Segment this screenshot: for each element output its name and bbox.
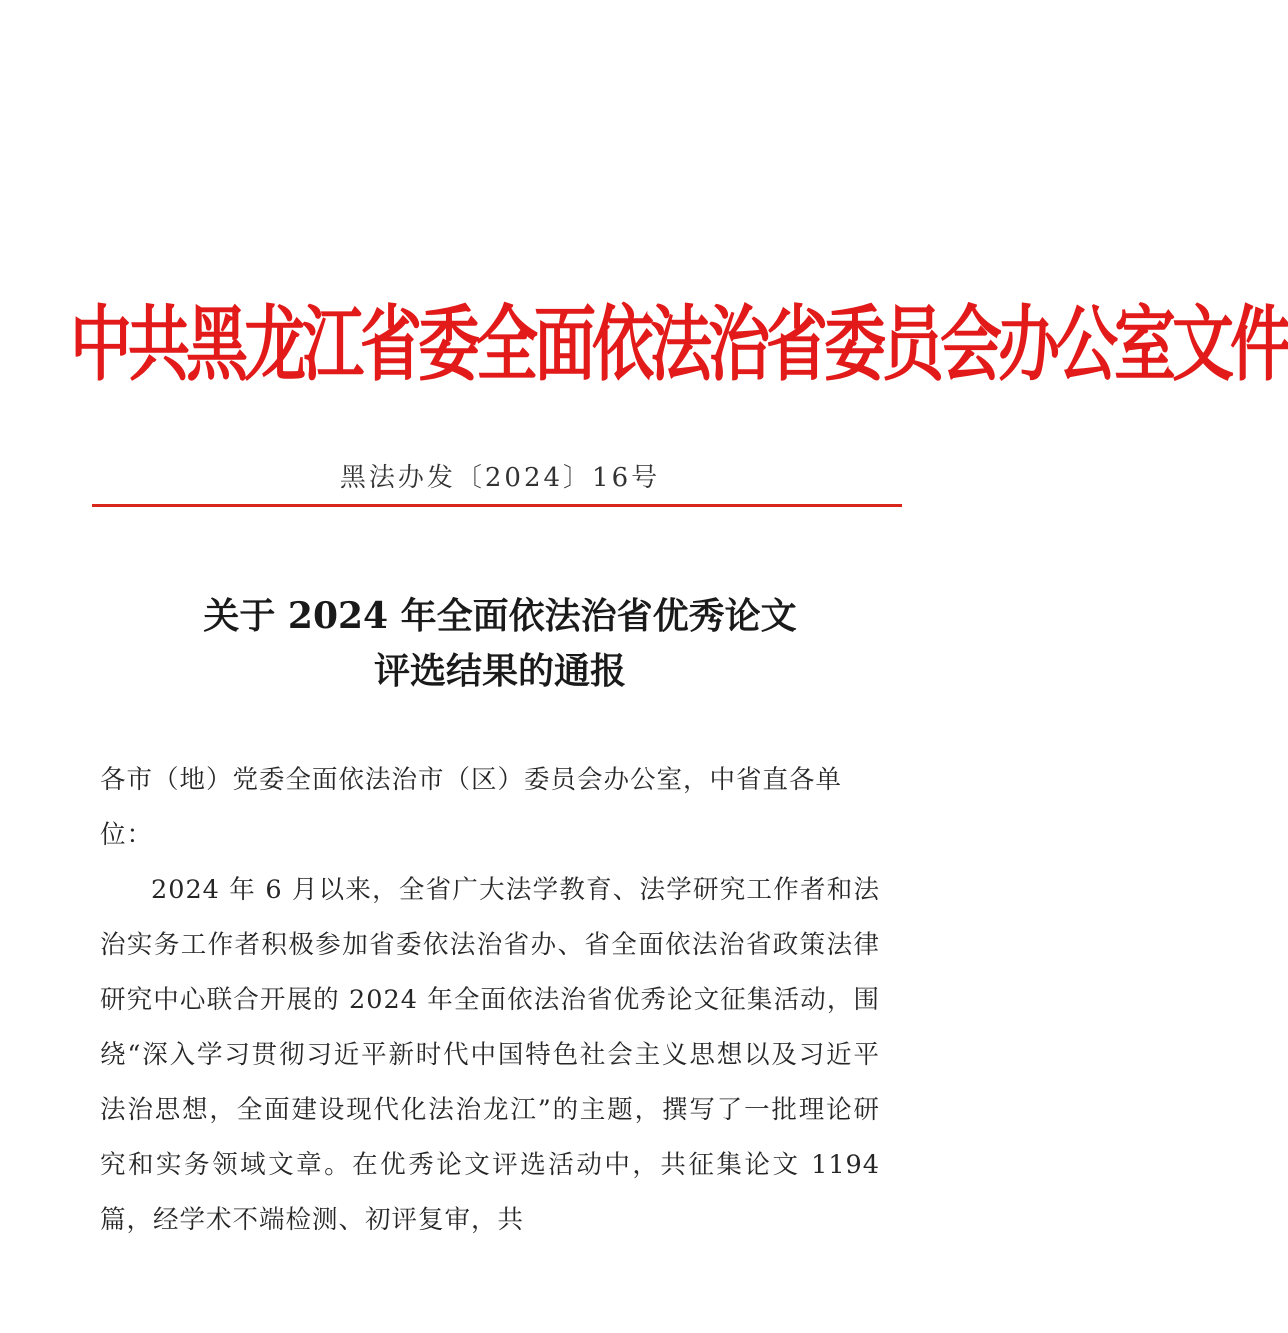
salutation: 各市（地）党委全面依法治市（区）委员会办公室，中省直各单位： (100, 765, 843, 850)
body-paragraph: 2024 年 6 月以来，全省广大法学教育、法学研究工作者和法治实务工作者积极参加省委依法治省办、省全面依法治省政策法律研究中心联合开展的 2024 年全面依法治省优秀论文征集活动，围绕“深入学习贯彻习近平新时代中国特色社会主义思想以及习近平法治思想，全面建设现代化法治龙江”的主题，撰写了一批理论研究和实务领域文章。在优秀论文评选活动中，共征集论文 1194 篇，经学术不端检测、初评复审，共 (100, 875, 880, 1235)
document-title-line-2: 评选结果的通报 (373, 650, 626, 692)
red-divider-line (92, 504, 902, 507)
document-number: 黑法办发〔2024〕16号 (339, 463, 661, 493)
document-title-line-1: 关于 2024 年全面依法治省优秀论文 (203, 595, 797, 637)
document-masthead: 中共黑龙江省委全面依法治省委员会办公室文件 (70, 296, 1288, 393)
